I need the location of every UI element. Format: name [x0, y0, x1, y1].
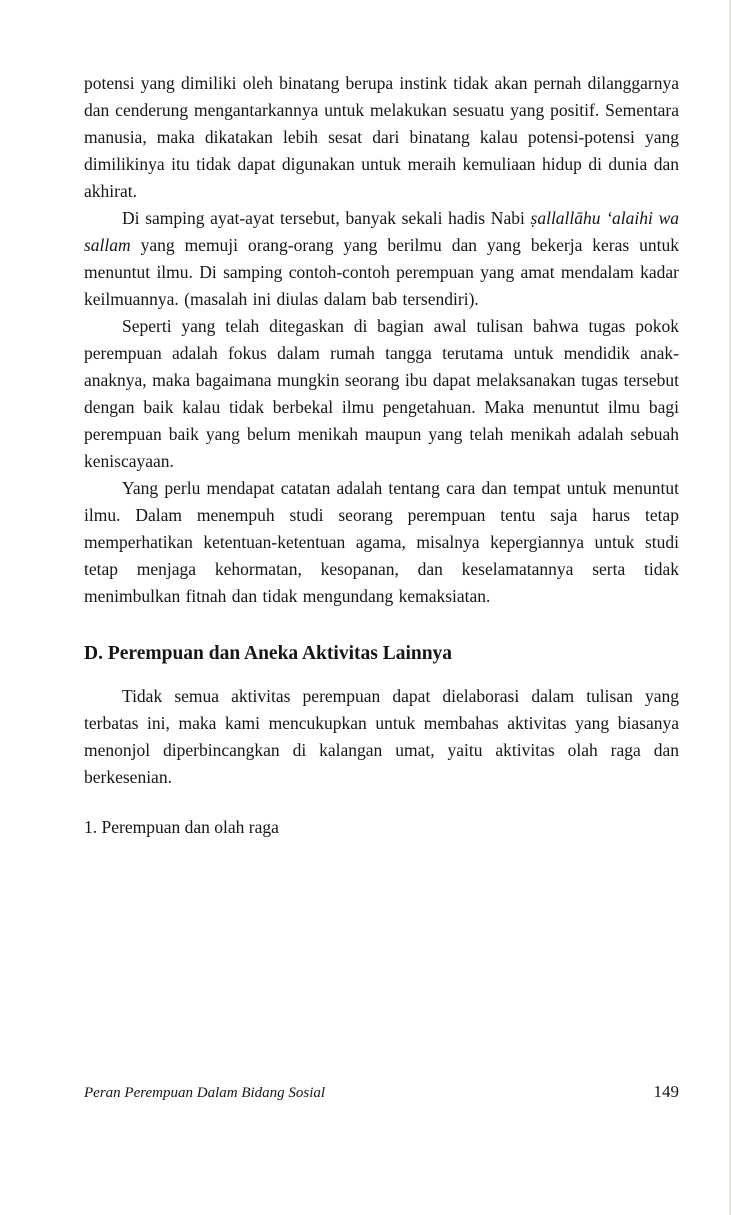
- paragraph: [84, 205, 679, 313]
- paragraph-text: Di samping ayat-ayat tersebut, banyak sekali hadis Nabi: [122, 208, 531, 228]
- sub-heading: 1. Perempuan dan olah raga: [84, 817, 279, 837]
- paragraph-continuation: potensi yang dimiliki oleh binatang berupa instink tidak akan pernah dilanggarnya dan cenderung mengantarkannya untuk melakukan sesuatu yang positif. Sementara manusia, maka dikatakan lebih sesat dari binatang kalau potensi-potensi yang dimilikinya itu tidak dapat digunakan untuk meraih kemuliaan hidup di dunia dan akhirat.: [84, 73, 679, 201]
- page-footer: [84, 1082, 679, 1102]
- paragraph-text: yang memuji orang-orang yang berilmu dan yang bekerja keras untuk menuntut ilmu. Di samping contoh-contoh perempuan yang amat mendalam kadar keilmuannya. (masalah ini diulas dalam bab tersendiri).: [84, 235, 679, 309]
- paragraph: Tidak semua aktivitas perempuan dapat dielaborasi dalam tulisan yang terbatas ini, maka kami mencukupkan untuk membahas aktivitas yang biasanya menonjol diperbincangkan di kalangan umat, yaitu aktivitas olah raga dan berkesenian.: [84, 686, 679, 787]
- page-number: 149: [653, 1082, 679, 1101]
- paragraph: Yang perlu mendapat catatan adalah tentang cara dan tempat untuk menuntut ilmu. Dalam menempuh studi seorang perempuan tentu saja harus tetap memperhatikan ketentuan-ketentuan agama, misalnya kepergiannya untuk studi tetap menjaga kehormatan, kesopanan, dan keselamatannya serta tidak menimbulkan fitnah dan tidak mengundang kemaksiatan.: [84, 478, 679, 606]
- text-area: [84, 70, 679, 841]
- running-title: Peran Perempuan Dalam Bidang Sosial: [84, 1085, 326, 1101]
- paragraph: Seperti yang telah ditegaskan di bagian awal tulisan bahwa tugas pokok perempuan adalah fokus dalam rumah tangga terutama untuk mendidik anak-anaknya, maka bagaimana mungkin seorang ibu dapat melaksanakan tugas tersebut dengan baik kalau tidak berbekal ilmu pengetahuan. Maka menuntut ilmu bagi perempuan baik yang belum menikah maupun yang telah menikah adalah sebuah keniscayaan.: [84, 316, 679, 471]
- honorific-phrase-italic: ṣallallāhu ‘alaihi wa sallam: [84, 208, 679, 255]
- section-heading: D. Perempuan dan Aneka Aktivitas Lainnya: [84, 643, 453, 664]
